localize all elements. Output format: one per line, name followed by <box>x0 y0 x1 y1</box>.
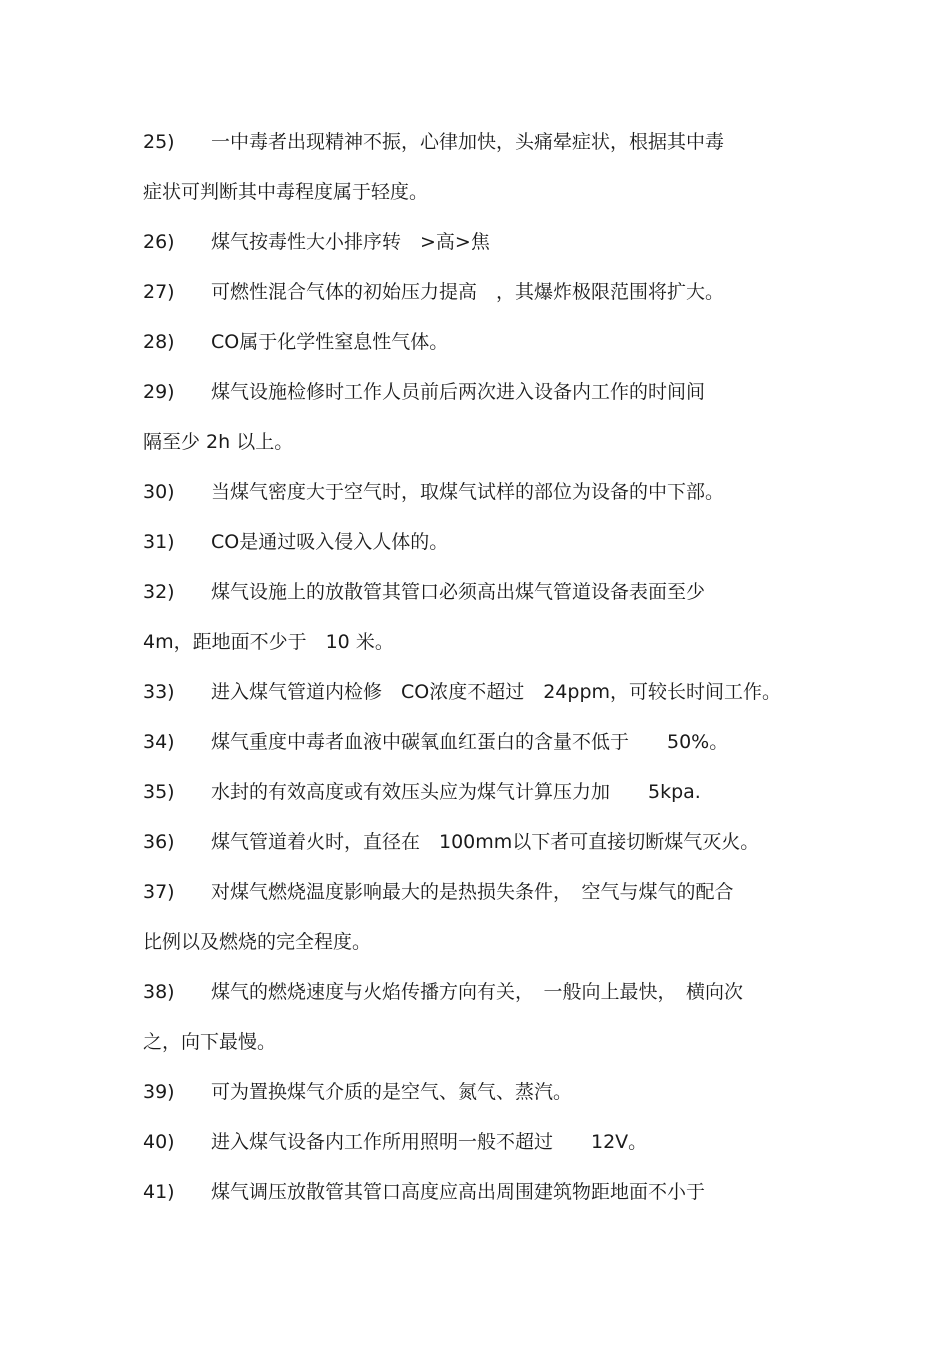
question-line <box>143 377 843 407</box>
question-text: 煤气重度中毒者血液中碳氧血红蛋白的含量不低于 50%。 <box>211 731 729 753</box>
question-line <box>143 727 843 757</box>
question-text: 进入煤气设备内工作所用照明一般不超过 12V。 <box>211 1131 648 1153</box>
question-continuation-text: 之，向下最慢。 <box>143 1031 277 1053</box>
question-number: 25) <box>143 131 175 153</box>
question-line <box>143 277 843 307</box>
question-number: 34) <box>143 731 175 753</box>
question-continuation-text: 比例以及燃烧的完全程度。 <box>143 931 372 953</box>
question-number: 35) <box>143 781 175 803</box>
question-text: 对煤气燃烧温度影响最大的是热损失条件， 空气与煤气的配合 <box>211 881 734 903</box>
question-number: 30) <box>143 481 175 503</box>
question-number: 36) <box>143 831 175 853</box>
question-number: 40) <box>143 1131 175 1153</box>
question-continuation-line <box>143 427 843 457</box>
question-text: 煤气按毒性大小排序转 >高>焦 <box>211 231 490 253</box>
question-line <box>143 577 843 607</box>
question-text: 进入煤气管道内检修 CO浓度不超过 24ppm，可较长时间工作。 <box>211 681 782 703</box>
question-text: 煤气设施上的放散管其管口必须高出煤气管道设备表面至少 <box>211 581 706 603</box>
question-text: 可为置换煤气介质的是空气、氮气、蒸汽。 <box>211 1081 573 1103</box>
question-number: 28) <box>143 331 175 353</box>
question-line <box>143 877 843 907</box>
question-number: 37) <box>143 881 175 903</box>
question-text: 可燃性混合气体的初始压力提高 ，其爆炸极限范围将扩大。 <box>211 281 725 303</box>
question-continuation-line <box>143 1027 843 1057</box>
question-text: 水封的有效高度或有效压头应为煤气计算压力加 5kpa. <box>211 781 701 803</box>
question-number: 27) <box>143 281 175 303</box>
question-line <box>143 527 843 557</box>
question-text: 煤气的燃烧速度与火焰传播方向有关， 一般向上最快， 横向次 <box>211 981 744 1003</box>
question-number: 41) <box>143 1181 175 1203</box>
question-number: 32) <box>143 581 175 603</box>
question-continuation-text: 症状可判断其中毒程度属于轻度。 <box>143 181 429 203</box>
question-line <box>143 827 843 857</box>
question-line <box>143 677 843 707</box>
question-line <box>143 327 843 357</box>
question-text: 煤气管道着火时，直径在 100mm以下者可直接切断煤气灭火。 <box>211 831 760 853</box>
question-line <box>143 1127 843 1157</box>
question-line <box>143 1077 843 1107</box>
question-line <box>143 1177 843 1207</box>
question-number: 31) <box>143 531 175 553</box>
question-number: 39) <box>143 1081 175 1103</box>
question-text: 一中毒者出现精神不振，心律加快，头痛晕症状，根据其中毒 <box>211 131 725 153</box>
question-line <box>143 977 843 1007</box>
question-line <box>143 777 843 807</box>
question-number: 29) <box>143 381 175 403</box>
question-continuation-line <box>143 627 843 657</box>
question-line <box>143 227 843 257</box>
question-number: 33) <box>143 681 175 703</box>
question-continuation-text: 隔至少 2h 以上。 <box>143 431 294 453</box>
question-text: 当煤气密度大于空气时，取煤气试样的部位为设备的中下部。 <box>211 481 725 503</box>
question-text: CO是通过吸入侵入人体的。 <box>211 531 449 553</box>
question-continuation-text: 4m，距地面不少于 10 米。 <box>143 631 394 653</box>
question-number: 38) <box>143 981 175 1003</box>
question-continuation-line <box>143 177 843 207</box>
question-line <box>143 127 843 157</box>
question-text: 煤气设施检修时工作人员前后两次进入设备内工作的时间间 <box>211 381 706 403</box>
question-text: 煤气调压放散管其管口高度应高出周围建筑物距地面不小于 <box>211 1181 706 1203</box>
question-number: 26) <box>143 231 175 253</box>
question-continuation-line <box>143 927 843 957</box>
question-line <box>143 477 843 507</box>
question-text: CO属于化学性窒息性气体。 <box>211 331 449 353</box>
